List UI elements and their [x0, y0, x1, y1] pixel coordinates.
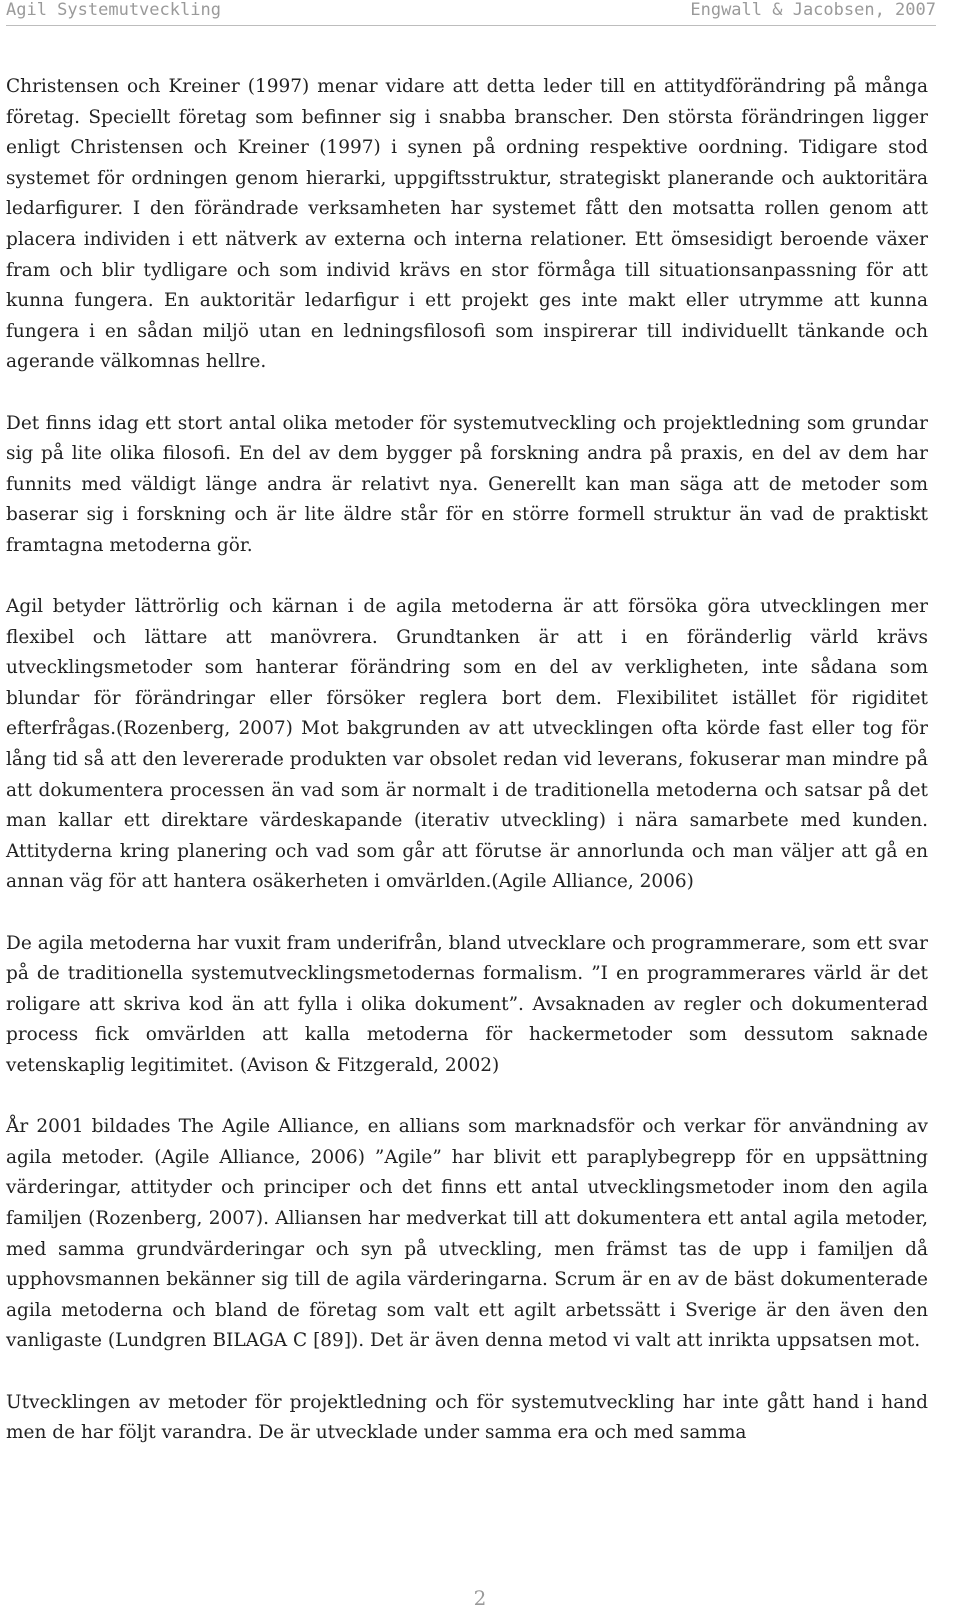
paragraph: Agil betyder lättrörlig och kärnan i de agila metoderna är att försöka göra utvecklingen mer flexibel och lättare att manövrera. Grundtanken är att i en föränderlig värld krävs utvecklingsmetoder som hanterar förändring som en del av verkligheten, inte sådana som blundar för förändringar eller försöker reglera bort dem. Flexibilitet istället för rigiditet efterfrågas.(Rozenberg, 2007) Mot bakgrunden av att utvecklingen ofta körde fast eller tog för lång tid så att den levererade produkten var obsolet redan vid leverans, fokuserar man mindre på att dokumentera processen än vad som är normalt i de traditionella metoderna och satsar på det man kallar ett direktare värdeskapande (iterativ utveckling) i nära samarbete med kunden. Attityderna kring planering och vad som går att förutse är annorlunda och man väljer att gå en annan väg för att hantera osäkerheten i omvärlden.(Agile Alliance, 2006): [6, 596, 928, 893]
paragraph: Det finns idag ett stort antal olika metoder för systemutveckling och projektledning som grundar sig på lite olika filosofi. En del av dem bygger på forskning andra på praxis, en del av dem har funnits med väldigt länge andra är relativt nya. Generellt kan man säga att de metoder som baserar sig i forskning och är lite äldre står för en större formell struktur än vad de praktiskt framtagna metoderna gör.: [6, 412, 928, 556]
paragraph: Christensen och Kreiner (1997) menar vidare att detta leder till en attitydförändring på många företag. Speciellt företag som befinner sig i snabba branscher. Den största förändringen ligger enligt Christensen och Kreiner (1997) i synen på ordning respektive oordning. Tidigare stod systemet för ordningen genom hierarki, uppgiftsstruktur, strategiskt planerande och auktoritära ledarfigurer. I den förändrade verksamheten har systemet fått den motsatta rollen genom att placera individen i ett nätverk av externa och interna relationer. Ett ömsesidigt beroende växer fram och blir tydligare och som individ krävs en stor förmåga till situationsanpassning för att kunna fungera. En auktoritär ledarfigur i ett projekt ges inte makt eller utrymme att kunna fungera i en sådan miljö utan en ledningsfilosofi som inspirerar till individuellt tänkande och agerande välkomnas hellre.: [6, 76, 928, 373]
header-title: Agil Systemutveckling: [6, 0, 221, 20]
paragraph: Utvecklingen av metoder för projektledning och för systemutveckling har inte gått hand i hand men de har följt varandra. De är utvecklade under samma era och med samma: [6, 1391, 928, 1444]
body-text: [6, 72, 928, 1479]
paragraph: De agila metoderna har vuxit fram underifrån, bland utvecklare och programmerare, som ett svar på de traditionella systemutvecklingsmetodernas formalism. ”I en programmerares värld är det roligare att skriva kod än att fylla i olika dokument”. Avsaknaden av regler och dokumenterad process fick omvärlden att kalla metoderna för hackermetoder som dessutom saknade vetenskaplig legitimitet. (Avison & Fitzgerald, 2002): [6, 932, 928, 1076]
header-authors: Engwall & Jacobsen, 2007: [690, 0, 936, 20]
paragraph: År 2001 bildades The Agile Alliance, en allians som marknadsför och verkar för användning av agila metoder. (Agile Alliance, 2006) ”Agile” har blivit ett paraplybegrepp för en uppsättning värderingar, attityder och principer och det finns ett antal utvecklingsmetoder inom den agila familjen (Rozenberg, 2007). Alliansen har medverkat till att dokumentera ett antal agila metoder, med samma grundvärderingar och syn på utveckling, men främst tas de upp i familjen då upphovsmannen bekänner sig till de agila värderingarna. Scrum är en av de bäst dokumenterade agila metoderna och bland de företag som valt ett agilt arbetssätt i Sverige är den även den vanligaste (Lundgren BILAGA C [89]). Det är även denna metod vi valt att inrikta uppsatsen mot.: [6, 1116, 928, 1352]
page-number: 2: [473, 1586, 487, 1610]
header-rule: [6, 25, 936, 26]
running-header: [6, 0, 936, 26]
